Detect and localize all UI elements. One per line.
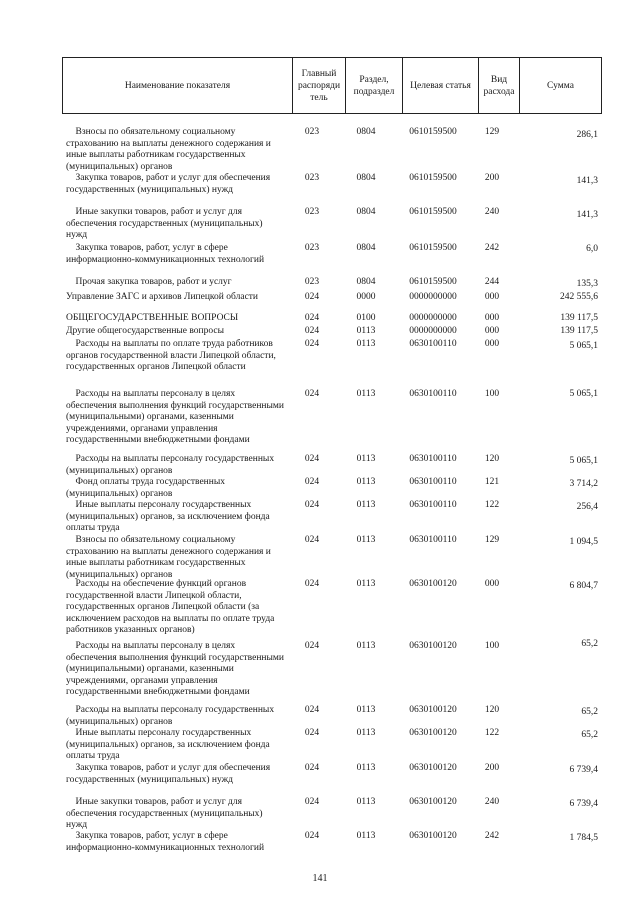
row-name: Закупка товаров, работ и услуг для обеспечения государственных (муниципальных) нужд <box>66 763 273 785</box>
row-razdel: 0113 <box>356 797 376 807</box>
row-celevaya: 0610159500 <box>409 243 457 253</box>
row-name: Взносы по обязательному социальному страхованию на выплаты денежного содержания и иные выплаты работникам государственных (муниципальных) органов <box>66 127 274 172</box>
row-name: Фонд оплаты труда государственных (муниципальных) органов <box>66 477 228 499</box>
row-celevaya: 0630100110 <box>409 454 457 464</box>
row-glav: 024 <box>304 641 320 651</box>
row-celevaya: 0630100110 <box>409 500 457 510</box>
row-razdel: 0113 <box>356 705 376 715</box>
row-glav: 024 <box>304 292 320 302</box>
row-celevaya: 0630100120 <box>409 763 457 773</box>
row-glav: 024 <box>304 339 320 349</box>
row-vid: 129 <box>484 127 500 137</box>
row-summa: 65,2 <box>581 639 598 649</box>
row-razdel: 0113 <box>356 477 376 487</box>
row-name: Расходы на выплаты персоналу государственных (муниципальных) органов <box>66 705 277 727</box>
row-vid: 000 <box>484 579 500 589</box>
row-vid: 242 <box>484 831 500 841</box>
row-glav: 023 <box>304 277 320 287</box>
row-name: Иные закупки товаров, работ и услуг для обеспечения государственных (муниципальных) нужд <box>66 207 265 240</box>
row-celevaya: 0630100120 <box>409 705 457 715</box>
row-glav: 024 <box>304 535 320 545</box>
row-vid: 122 <box>484 500 500 510</box>
row-razdel: 0100 <box>356 313 376 323</box>
row-glav: 023 <box>304 207 320 217</box>
row-name: Расходы на выплаты персоналу в целях обеспечения выполнения функций государственными (муниципальными) органами, казенными учреждениями, органами управления государственными внебюджетными фондами <box>66 641 287 697</box>
row-celevaya: 0610159500 <box>409 207 457 217</box>
row-razdel: 0113 <box>356 728 376 738</box>
row-glav: 024 <box>304 477 320 487</box>
table-header <box>62 57 602 114</box>
row-summa: 139 117,5 <box>560 326 598 336</box>
row-glav: 024 <box>304 454 320 464</box>
row-summa: 5 065,1 <box>569 456 598 466</box>
row-summa: 6,0 <box>586 244 598 254</box>
row-name: Иные выплаты персоналу государственных (муниципальных) органов, за исключением фонда оплаты труда <box>66 500 273 533</box>
header-glav: Главный распоряди тель <box>292 58 345 113</box>
header-summa: Сумма <box>519 58 601 113</box>
header-razdel: Раздел, подраздел <box>345 58 402 113</box>
row-celevaya: 0630100120 <box>409 641 457 651</box>
row-glav: 024 <box>304 389 320 399</box>
row-name: Иные выплаты персоналу государственных (муниципальных) органов, за исключением фонда оплаты труда <box>66 728 273 761</box>
row-summa: 256,4 <box>576 502 598 512</box>
row-summa: 286,1 <box>576 130 598 140</box>
row-razdel: 0113 <box>356 339 376 349</box>
row-vid: 129 <box>484 535 500 545</box>
row-glav: 024 <box>304 797 320 807</box>
row-summa: 1 784,5 <box>569 833 598 843</box>
row-vid: 120 <box>484 705 500 715</box>
row-razdel: 0113 <box>356 535 376 545</box>
row-razdel: 0804 <box>356 207 376 217</box>
row-name: Взносы по обязательному социальному страхованию на выплаты денежного содержания и иные выплаты работникам государственных (муниципальных) органов <box>66 535 274 580</box>
row-summa: 141,3 <box>576 210 598 220</box>
row-vid: 000 <box>484 339 500 349</box>
row-celevaya: 0610159500 <box>409 173 457 183</box>
row-vid: 122 <box>484 728 500 738</box>
row-celevaya: 0630100120 <box>409 728 457 738</box>
header-vid: Вид расхода <box>478 58 519 113</box>
row-celevaya: 0630100120 <box>409 831 457 841</box>
row-vid: 100 <box>484 641 500 651</box>
row-glav: 024 <box>304 500 320 510</box>
row-glav: 023 <box>304 243 320 253</box>
row-name: Расходы на выплаты персоналу государственных (муниципальных) органов <box>66 454 277 476</box>
row-razdel: 0804 <box>356 127 376 137</box>
row-name: Закупка товаров, работ, услуг в сфере информационно-коммуникационных технологий <box>66 243 265 265</box>
row-razdel: 0804 <box>356 173 376 183</box>
row-name: Закупка товаров, работ, услуг в сфере информационно-коммуникационных технологий <box>66 831 265 853</box>
row-celevaya: 0630100120 <box>409 579 457 589</box>
row-razdel: 0113 <box>356 579 376 589</box>
row-razdel: 0113 <box>356 454 376 464</box>
row-summa: 141,3 <box>576 176 598 186</box>
row-summa: 242 555,6 <box>560 292 598 302</box>
row-summa: 6 804,7 <box>569 581 598 591</box>
row-razdel: 0804 <box>356 243 376 253</box>
row-name: ОБЩЕГОСУДАРСТВЕННЫЕ ВОПРОСЫ <box>66 313 239 323</box>
row-vid: 000 <box>484 292 500 302</box>
row-razdel: 0000 <box>356 292 376 302</box>
row-vid: 000 <box>484 326 500 336</box>
header-celevaya: Целевая статья <box>402 58 478 113</box>
row-celevaya: 0000000000 <box>409 326 457 336</box>
row-razdel: 0113 <box>356 326 376 336</box>
row-vid: 121 <box>484 477 500 487</box>
row-name: Закупка товаров, работ и услуг для обеспечения государственных (муниципальных) нужд <box>66 173 273 195</box>
row-razdel: 0113 <box>356 763 376 773</box>
row-vid: 100 <box>484 389 500 399</box>
row-summa: 5 065,1 <box>569 341 598 351</box>
row-glav: 024 <box>304 579 320 589</box>
row-celevaya: 0000000000 <box>409 292 457 302</box>
row-vid: 000 <box>484 313 500 323</box>
row-razdel: 0113 <box>356 389 376 399</box>
row-vid: 244 <box>484 277 500 287</box>
row-name: Расходы на выплаты по оплате труда работников органов государственной власти Липецкой области, государственных органов Липецкой области <box>66 339 279 372</box>
row-vid: 240 <box>484 797 500 807</box>
row-celevaya: 0610159500 <box>409 127 457 137</box>
row-celevaya: 0000000000 <box>409 313 457 323</box>
row-vid: 242 <box>484 243 500 253</box>
row-glav: 024 <box>304 763 320 773</box>
row-summa: 139 117,5 <box>560 313 598 323</box>
row-summa: 1 094,5 <box>569 537 598 547</box>
row-glav: 023 <box>304 127 320 137</box>
row-name: Расходы на выплаты персоналу в целях обеспечения выполнения функций государственными (муниципальными) органами, казенными учреждениями, органами управления государственными внебюджетными фондами <box>66 389 287 445</box>
row-glav: 024 <box>304 326 320 336</box>
row-celevaya: 0630100120 <box>409 797 457 807</box>
row-razdel: 0804 <box>356 277 376 287</box>
row-celevaya: 0630100110 <box>409 477 457 487</box>
row-celevaya: 0630100110 <box>409 389 457 399</box>
row-razdel: 0113 <box>356 500 376 510</box>
row-vid: 200 <box>484 763 500 773</box>
row-summa: 135,3 <box>576 279 598 289</box>
row-name: Расходы на обеспечение функций органов государственной власти Липецкой области, государственных органов Липецкой области (за исключением расходов на выплаты по оплате труда работников указанных органов) <box>66 579 277 635</box>
row-name: Иные закупки товаров, работ и услуг для обеспечения государственных (муниципальных) нужд <box>66 797 265 830</box>
header-name: Наименование показателя <box>124 80 231 91</box>
row-vid: 200 <box>484 173 500 183</box>
row-razdel: 0113 <box>356 831 376 841</box>
row-name: Прочая закупка товаров, работ и услуг <box>66 277 232 287</box>
row-name: Управление ЗАГС и архивов Липецкой области <box>66 292 259 302</box>
row-glav: 024 <box>304 728 320 738</box>
row-name: Другие общегосударственные вопросы <box>66 326 224 336</box>
row-summa: 6 739,4 <box>569 799 598 809</box>
row-glav: 024 <box>304 705 320 715</box>
row-glav: 024 <box>304 831 320 841</box>
row-vid: 120 <box>484 454 500 464</box>
row-summa: 65,2 <box>581 730 598 740</box>
row-summa: 65,2 <box>581 707 598 717</box>
page-number: 141 <box>312 873 328 884</box>
row-summa: 3 714,2 <box>569 479 598 489</box>
row-celevaya: 0630100110 <box>409 535 457 545</box>
row-summa: 5 065,1 <box>569 389 598 399</box>
row-celevaya: 0610159500 <box>409 277 457 287</box>
row-glav: 024 <box>304 313 320 323</box>
row-vid: 240 <box>484 207 500 217</box>
row-razdel: 0113 <box>356 641 376 651</box>
row-summa: 6 739,4 <box>569 765 598 775</box>
row-glav: 023 <box>304 173 320 183</box>
row-celevaya: 0630100110 <box>409 339 457 349</box>
